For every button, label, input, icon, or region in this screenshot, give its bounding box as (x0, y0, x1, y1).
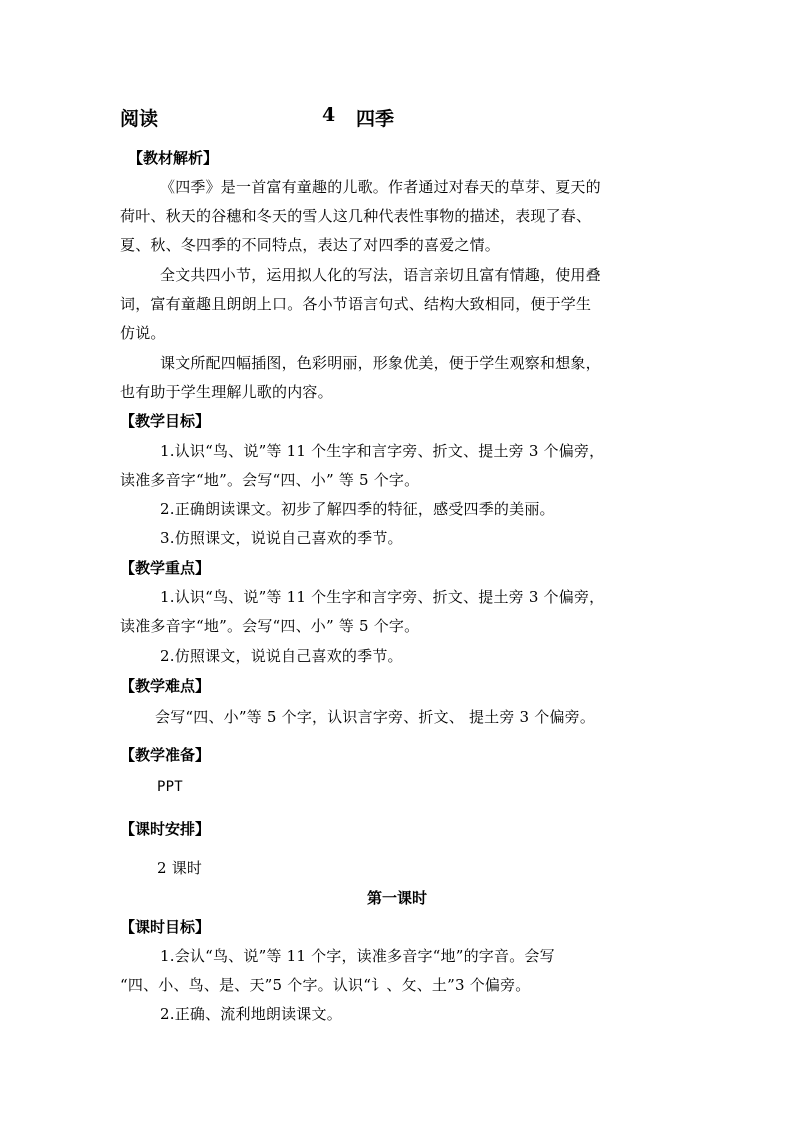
keypoints-heading: 【教学重点】 (120, 559, 211, 577)
difficulties-heading: 【教学难点】 (120, 677, 211, 695)
preparation-value: PPT (157, 779, 183, 795)
schedule-value: 2 课时 (157, 859, 203, 877)
analysis-paragraph-3-line-1: 课文所配四幅插图，色彩明丽，形象优美，便于学生观察和想象， (160, 354, 601, 372)
difficulty-1: 会写“四、小”等 5 个字，认识言字旁、折文、 提土旁 3 个偏旁。 (155, 708, 596, 726)
analysis-heading: 【教材解析】 (128, 149, 219, 167)
analysis-paragraph-1-line-1: 《四季》是一首富有童趣的儿歌。作者通过对春天的草芽、夏天的 (160, 178, 601, 196)
analysis-paragraph-3-line-2: 也有助于学生理解儿歌的内容。 (120, 383, 333, 401)
analysis-paragraph-1-line-2: 荷叶、秋天的谷穗和冬天的雪人这几种代表性事物的描述，表现了春、 (120, 207, 592, 225)
page-title-category: 阅读 (120, 108, 159, 130)
schedule-heading: 【课时安排】 (120, 820, 211, 838)
lesson-goal-1-line-2: “四、小、鸟、是、天”5 个字。认识“讠、攵、土”3 个偏旁。 (120, 976, 531, 994)
goal-1-line-2: 读准多音字“地”。会写“四、小” 等 5 个字。 (120, 471, 420, 489)
lesson-goal-1-line-1: 1.会认“鸟、说”等 11 个字，读准多音字“地”的字音。会写 (160, 947, 555, 965)
goal-2: 2.正确朗读课文。初步了解四季的特征，感受四季的美丽。 (160, 500, 555, 518)
page-title: 四季 (356, 108, 395, 130)
analysis-paragraph-2-line-1: 全文共四小节，运用拟人化的写法，语言亲切且富有情趣，使用叠 (160, 266, 601, 284)
keypoint-1-line-1: 1.认识“鸟、说”等 11 个生字和言字旁、折文、提土旁 3 个偏旁， (160, 588, 605, 606)
analysis-paragraph-2-line-2: 词，富有童趣且朗朗上口。各小节语言句式、结构大致相同，便于学生 (120, 295, 592, 313)
goal-1-line-1: 1.认识“鸟、说”等 11 个生字和言字旁、折文、提土旁 3 个偏旁， (160, 442, 605, 460)
goal-3: 3.仿照课文，说说自己喜欢的季节。 (160, 529, 403, 547)
preparation-heading: 【教学准备】 (120, 746, 211, 764)
lesson-goals-heading: 【课时目标】 (120, 918, 211, 936)
lesson-number: 4 (322, 104, 336, 126)
analysis-paragraph-2-line-3: 仿说。 (120, 324, 166, 342)
analysis-paragraph-1-line-3: 夏、秋、冬四季的不同特点，表达了对四季的喜爱之情。 (120, 236, 501, 254)
lesson-goal-2: 2.正确、流利地朗读课文。 (160, 1005, 342, 1023)
keypoint-1-line-2: 读准多音字“地”。会写“四、小” 等 5 个字。 (120, 617, 420, 635)
keypoint-2: 2.仿照课文，说说自己喜欢的季节。 (160, 647, 403, 665)
lesson-1-title: 第一课时 (366, 889, 427, 907)
goals-heading: 【教学目标】 (120, 412, 211, 430)
